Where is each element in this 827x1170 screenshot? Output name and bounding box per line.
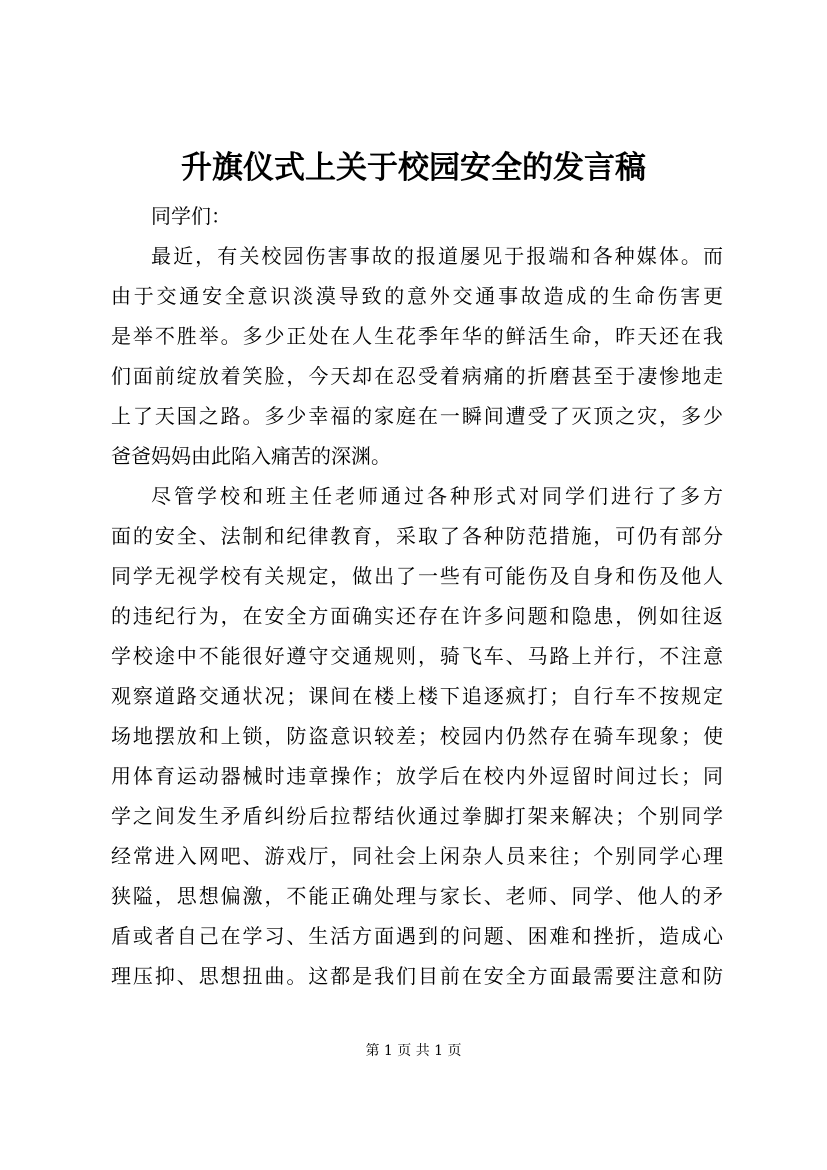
paragraph-2-line-6: 观察道路交通状况；课间在楼上楼下追逐疯打；自行车不按规定 <box>111 684 723 708</box>
greeting-line: 同学们： <box>151 204 231 228</box>
paragraph-1-line-6: 爸爸妈妈由此陷入痛苦的深渊。 <box>111 444 391 468</box>
document-body <box>111 196 723 996</box>
paragraph-1-line-2: 由于交通安全意识淡漠导致的意外交通事故造成的生命伤害更 <box>111 284 723 308</box>
paragraph-1-line-1: 最近，有关校园伤害事故的报道屡见于报端和各种媒体。而 <box>151 244 723 268</box>
paragraph-2-line-11: 狭隘，思想偏激，不能正确处理与家长、老师、同学、他人的矛 <box>111 884 723 908</box>
paragraph-2-line-4: 的违纪行为，在安全方面确实还存在许多问题和隐患，例如往返 <box>111 604 723 628</box>
paragraph-2-line-12: 盾或者自己在学习、生活方面遇到的问题、困难和挫折，造成心 <box>111 924 723 948</box>
paragraph-2-line-13: 理压抑、思想扭曲。这都是我们目前在安全方面最需要注意和防 <box>111 964 723 988</box>
paragraph-1-line-5: 上了天国之路。多少幸福的家庭在一瞬间遭受了灭顶之灾，多少 <box>111 404 723 428</box>
paragraph-2-line-10: 经常进入网吧、游戏厅，同社会上闲杂人员来往；个别同学心理 <box>111 844 723 868</box>
paragraph-1-line-4: 们面前绽放着笑脸，今天却在忍受着病痛的折磨甚至于凄惨地走 <box>111 364 723 388</box>
paragraph-2-line-3: 同学无视学校有关规定，做出了一些有可能伤及自身和伤及他人 <box>111 564 723 588</box>
document-title: 升旗仪式上关于校园安全的发言稿 <box>181 150 646 186</box>
paragraph-1-line-3: 是举不胜举。多少正处在人生花季年华的鲜活生命，昨天还在我 <box>111 324 723 348</box>
paragraph-2-line-7: 场地摆放和上锁，防盗意识较差；校园内仍然存在骑车现象；使 <box>111 724 723 748</box>
paragraph-2-line-5: 学校途中不能很好遵守交通规则，骑飞车、马路上并行，不注意 <box>111 644 723 668</box>
paragraph-2-line-8: 用体育运动器械时违章操作；放学后在校内外逗留时间过长；同 <box>111 764 723 788</box>
paragraph-2-line-1: 尽管学校和班主任老师通过各种形式对同学们进行了多方 <box>151 484 723 508</box>
paragraph-2-line-9: 学之间发生矛盾纠纷后拉帮结伙通过拳脚打架来解决；个别同学 <box>111 804 723 828</box>
paragraph-2-line-2: 面的安全、法制和纪律教育，采取了各种防范措施，可仍有部分 <box>111 524 723 548</box>
page-footer: 第 1 页 共 1 页 <box>365 1043 462 1059</box>
